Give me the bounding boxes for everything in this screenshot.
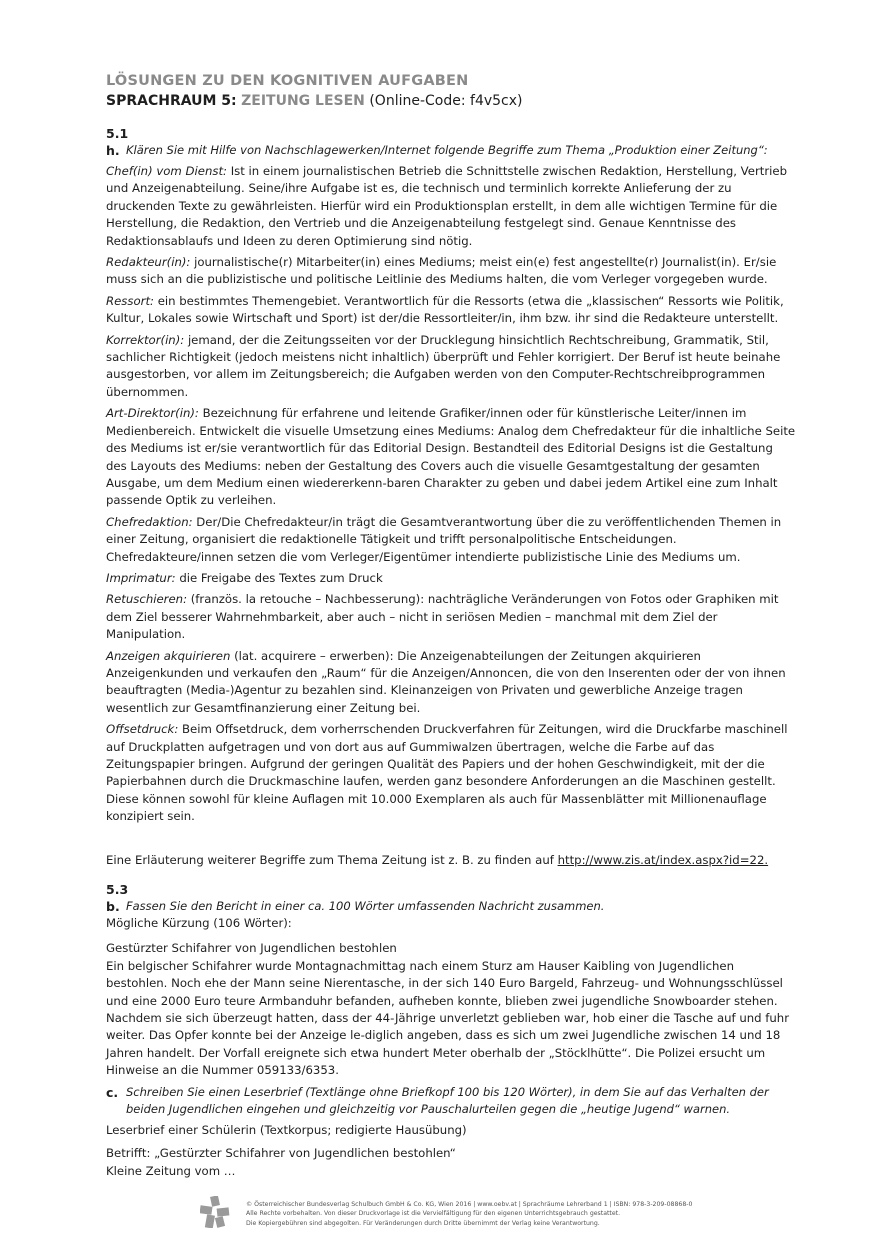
article-title: Gestürzter Schifahrer von Jugendlichen bestohlen — [106, 941, 397, 956]
glossary-definition: Ist in einem journalistischen Betrieb die Schnittstelle zwischen Redaktion, Herstellung, Vertrieb und Anzeigenabteilung. Seine/ihre Aufgabe ist es, die technisch und terminlich korrekte Anlieferung der zu druckenden Texte zu gewährleisten. Hierfür wird ein Produktionsplan erstellt, in dem alle wichtigen Termine für die Herstellung, die Redaktion, den Vertrieb und die Anzeigenabteilung festgelegt sind. Genaue Kenntnisse des Redaktionsablaufs und Ideen zu deren Optimierung sind nötig. — [106, 164, 787, 248]
glossary-entry — [106, 163, 796, 250]
article-body: Ein belgischer Schifahrer wurde Montagnachmittag nach einem Sturz am Hauser Kaibling von Jugendlichen bestohlen. Noch ehe der Mann seine Nierentasche, in der sich 140 Euro Bargeld, Fahrzeug- und Wohnungsschlüssel und eine 2000 Euro teure Armbanduhr befanden, aufheben konnte, blieben zwei jugendliche Snowboarder stehen. Nachdem sie sich überzeugt hatten, dass der 44-Jährige unverletzt geblieben war, hob einer die Tasche auf und fuhr weiter. Das Opfer konnte bei der Anzeige le-diglich angeben, dass es sich um zwei Jugendliche zwischen 14 und 18 Jahren handelt. Der Vorfall ereignete sich etwa hundert Meter oberhalb der „Stöcklhütte“. Die Polizei ersucht um Hinweise an die Nummer 059133/6353. — [106, 958, 790, 1078]
glossary-definition: (lat. acquirere – erwerben): Die Anzeigenabteilungen der Zeitungen akquirieren Anzeigenkunden und verkaufen den „Raum“ für die Anzeigen/Annoncen, die von den Inserenten oder der von ihnen beauftragten (Media-)Agentur zu bezahlen sind. Kleinanzeigen von Privaten und gewerbliche Anzeige tragen wesentlich zur Gesamtfinanzierung einer Zeitung bei. — [106, 648, 786, 715]
glossary-term: Korrektor(in): — [106, 332, 185, 347]
kuerzung-label: Mögliche Kürzung (106 Wörter): — [106, 916, 292, 931]
header-online-code: (Online-Code: f4v5cx) — [369, 93, 523, 109]
glossary-definition: Beim Offsetdruck, dem vorherrschenden Druckverfahren für Zeitungen, wird die Druckfarbe maschinell auf Druckplatten aufgetragen und von dort aus auf Gummiwalzen übertragen, welche die Farbe auf das Zeitungspapier bringen. Aufgrund der geringen Qualität des Papiers und der hohen Geschwindigkeit, mit der die Papierbahnen durch die Druckmaschine laufen, werden ganz besondere Anforderungen an die Maschinen gestellt. Diese können sowohl für kleine Auflagen mit 10.000 Exemplaren als auch für Massenblätter mit Millionenauflage konzipiert sein. — [106, 722, 788, 824]
task-h-text: Klären Sie mit Hilfe von Nachschlagewerken/Internet folgende Begriffe zum Thema „Produktion einer Zeitung“: — [126, 143, 768, 157]
section-number-5-3: 5.3 — [106, 882, 129, 898]
glossary-definition: Der/Die Chefredakteur/in trägt die Gesamtverantwortung über die zu veröffentlichenden Themen in einer Zeitung, organisiert die redaktionelle Tätigkeit und trifft personalpolitische Entscheidungen. Chefredakteure/innen setzen die vom Verleger/Eigentümer intendierte publizistische Linie des Mediums um. — [106, 514, 782, 564]
betrifft-line: Betrifft: „Gestürzter Schifahrer von Jugendlichen bestohlen“ — [106, 1146, 456, 1161]
glossary-term: Art-Direktor(in): — [106, 406, 199, 421]
glossary-term: Offsetdruck: — [106, 722, 179, 737]
header-subtitle — [106, 92, 796, 111]
task-h-label: h. — [106, 143, 120, 158]
more-terms-paragraph — [106, 852, 796, 869]
glossary-definition: Bezeichnung für erfahrene und leitende Grafiker/innen oder für künstlerische Leiter/innen im Medienbereich. Entwickelt die visuelle Umsetzung eines Mediums: Analog dem Chefredakteur für die inhaltliche Seite des Mediums ist er/sie verantwortlich für das Editorial Design. Bestandteil des Editorial Designs ist die Gestaltung des Layouts des Mediums: neben der Gestaltung des Covers auch die visuelle Gesamtgestaltung der gesamten Ausgabe, um dem Medium einen wiedererkenn-baren Charakter zu geben und dabei jedem Artikel eine zum Inhalt passende Optik zu verleihen. — [106, 406, 796, 508]
glossary-entry — [106, 570, 796, 587]
glossary-definition: ein bestimmtes Themengebiet. Verantwortlich für die Ressorts (etwa die „klassischen“ Ressorts wie Politik, Kultur, Lokales sowie Wirtschaft und Sport) ist der/die Ressortleiter/in, ihm bzw. ihr sind die Redakteure unterstellt. — [106, 293, 784, 326]
glossary-term: Ressort: — [106, 293, 154, 308]
glossary-entries — [106, 163, 796, 826]
task-b-label: b. — [106, 899, 120, 915]
task-b-text: Fassen Sie den Bericht in einer ca. 100 Wörter umfassenden Nachricht zusammen. — [126, 899, 605, 914]
document-page — [106, 72, 796, 1180]
glossary-entry — [106, 648, 796, 718]
task-b — [106, 898, 796, 915]
oebv-logo-icon — [200, 1196, 230, 1228]
glossary-definition: jemand, der die Zeitungsseiten vor der Drucklegung hinsichtlich Rechtschreibung, Grammatik, Stil, sachlicher Richtigkeit (jedoch meistens nicht inhaltlich) überprüft und Fehler korrigiert. Der Beruf ist heute beinahe ausgestorben, vor allem im Zeitungsbereich; die Aufgaben werden von den Computer-Rechtschreibprogrammen übernommen. — [106, 332, 781, 399]
glossary-entry — [106, 332, 796, 402]
glossary-term: Anzeigen akquirieren — [106, 648, 231, 663]
task-h — [106, 142, 796, 159]
glossary-term: Retuschieren: — [106, 592, 188, 607]
more-terms-text: Eine Erläuterung weiterer Begriffe zum Thema Zeitung ist z. B. zu finden auf — [106, 852, 554, 867]
footer-line-1: © Österreichischer Bundesverlag Schulbuch GmbH & Co. KG, Wien 2016 | www.oebv.at | Sprachräume Lehrerband 1 | ISBN: 978-3-209-08868-0 — [246, 1201, 693, 1208]
zeitung-line: Kleine Zeitung vom … — [106, 1163, 236, 1178]
task-c — [106, 1084, 796, 1118]
glossary-term: Chef(in) vom Dienst: — [106, 164, 227, 178]
footer-text — [246, 1200, 692, 1228]
glossary-entry — [106, 405, 796, 509]
glossary-definition: die Freigabe des Textes zum Druck — [179, 570, 383, 585]
header-topic: ZEITUNG LESEN — [241, 93, 365, 109]
task-c-label: c. — [106, 1084, 119, 1100]
glossary-entry — [106, 514, 796, 566]
glossary-term: Imprimatur: — [106, 570, 176, 585]
glossary-definition: (französ. la retouche – Nachbesserung): nachträgliche Veränderungen von Fotos oder Graphiken mit dem Ziel besserer Wahrnehmbarkeit, aber auch – nicht in seriösen Medien – manchmal mit dem Ziel der Manipulation. — [106, 592, 779, 642]
glossary-entry — [106, 591, 796, 643]
task-c-text: Schreiben Sie einen Leserbrief (Textlänge ohne Briefkopf 100 bis 120 Wörter), in dem Sie auf das Verhalten der beiden Jugendlichen eingehen und gleichzeitig vor Pauschalurteilen gegen die „heutige Jugend“ warnen. — [126, 1084, 769, 1116]
footer-line-3: Die Kopiergebühren sind abgegolten. Für Veränderungen durch Dritte übernimmt der Verlag keine Verantwortung. — [246, 1219, 600, 1227]
glossary-entry — [106, 293, 796, 328]
zis-link[interactable]: http://www.zis.at/index.aspx?id=22. — [557, 852, 769, 867]
header-sprachraum: SPRACHRAUM 5: — [106, 93, 237, 109]
glossary-definition: journalistische(r) Mitarbeiter(in) eines Mediums; meist ein(e) fest angestellte(r) Journalist(in). Er/sie muss sich an die publizistische und politische Leitlinie des Mediums halten, die vom Verleger vorgegeben wurde. — [106, 255, 777, 287]
section-number-5-1: 5.1 — [106, 126, 129, 141]
glossary-entry — [106, 721, 796, 825]
leserbrief-label: Leserbrief einer Schülerin (Textkorpus; redigierte Hausübung) — [106, 1122, 467, 1137]
glossary-entry — [106, 254, 796, 289]
glossary-term: Redakteur(in): — [106, 255, 191, 270]
glossary-term: Chefredaktion: — [106, 514, 193, 529]
footer-line-2: Alle Rechte vorbehalten. Von dieser Druckvorlage ist die Vervielfältigung für den eigenen Unterrichtsgebrauch gestattet. — [246, 1210, 621, 1218]
header-title: LÖSUNGEN ZU DEN KOGNITIVEN AUFGABEN — [106, 73, 469, 89]
